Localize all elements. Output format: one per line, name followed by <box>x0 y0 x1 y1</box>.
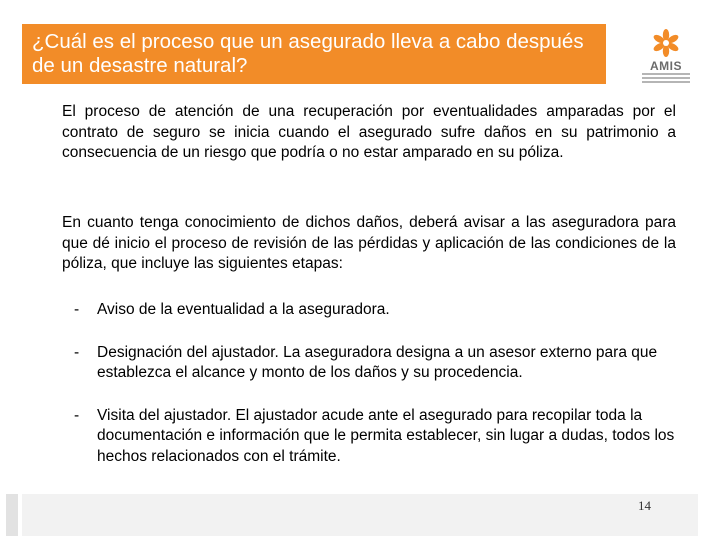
logo-wordmark: AMIS <box>650 59 682 73</box>
list-item-text: Visita del ajustador. El ajustador acude ante el asegurado para recopilar toda la documentación e información que le permita establecer, sin lugar a dudas, todos los hechos relacionados con el trámite. <box>97 406 675 465</box>
bullet-dash: - <box>74 301 80 318</box>
list-item <box>74 406 680 468</box>
title-banner <box>22 24 606 84</box>
bullet-dash: - <box>74 406 80 424</box>
footer-bar <box>22 494 698 536</box>
list-item-text: Aviso de la eventualidad a la aseguradora. <box>97 301 390 318</box>
intro-paragraph: El proceso de atención de una recuperación por eventualidades amparadas por el contrato de seguro se inicia cuando el asegurado sufre daños en su patrimonio a consecuencia de un riesgo que podría o no estar amparado en su póliza. <box>62 103 676 161</box>
footer-accent <box>6 494 18 536</box>
stages-paragraph: En cuanto tenga conocimiento de dichos daños, deberá avisar a las aseguradora para que dé inicio el proceso de revisión de las pérdidas y aplicación de las condiciones de la póliza, que incluye las siguientes etapas: <box>62 214 676 272</box>
page-number: 14 <box>638 498 651 513</box>
bullet-dash: - <box>74 343 80 361</box>
steps-list <box>74 300 680 489</box>
amis-flower-icon <box>640 28 692 58</box>
list-item-text: Designación del ajustador. La aseguradora designa a un asesor externo para que establezca el alcance y monto de los daños y su procedencia. <box>97 343 658 381</box>
amis-logo <box>640 28 692 86</box>
logo-subtext-lines <box>642 73 690 85</box>
slide-title: ¿Cuál es el proceso que un asegurado lleva a cabo después de un desastre natural? <box>32 30 584 77</box>
list-item <box>74 343 680 384</box>
list-item <box>74 300 680 321</box>
